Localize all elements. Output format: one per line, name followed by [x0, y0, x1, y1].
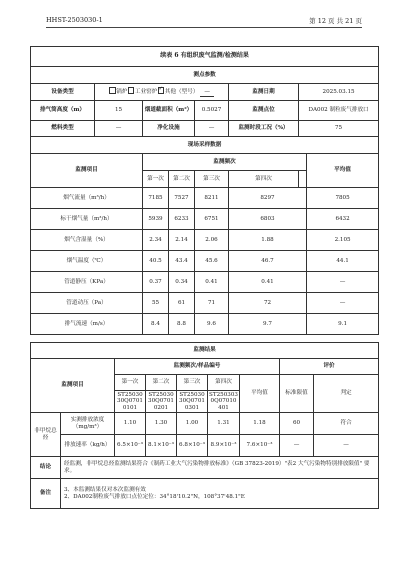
field-freq-header: 监测频次: [143, 154, 307, 171]
results-col-1: 第一次: [115, 375, 146, 391]
table-row: 管道静压（KPa） 0.37 0.34 0.41 0.41 —: [31, 272, 379, 293]
results-col-4: 第四次: [208, 375, 240, 391]
remark-line-1: 3、本监测结果仅对本次监测有效: [64, 487, 146, 494]
table-row: 烟气流量（m³/h） 7185 7527 8211 8297 7805: [31, 188, 379, 209]
results-col-2: 第二次: [146, 375, 177, 391]
remark-label: 备注: [31, 479, 61, 509]
results-limit-header: 标准限值: [280, 375, 314, 413]
checkbox-icon: [128, 87, 135, 94]
monitor-date: 2025.03.15: [299, 84, 379, 101]
sample-id-4: ST2503030Q07010401: [209, 391, 238, 411]
conclusion-label: 结论: [31, 457, 61, 479]
section-params: 测点参数: [31, 67, 379, 84]
section-results: 监测结果: [31, 343, 379, 359]
point-label: 监测点位: [229, 101, 299, 121]
pollutant-name: 非甲烷总烃: [31, 413, 61, 457]
results-eval-header: 评价: [280, 359, 379, 375]
field-col-3: 第三次: [195, 171, 229, 188]
purify-label: 净化设施: [143, 121, 195, 137]
remark-text: [61, 479, 379, 509]
table-row: 排气流速（m/s） 8.4 8.8 9.6 9.7 9.1: [31, 314, 379, 335]
flue-area: 0.5027: [195, 101, 229, 121]
table-row: 管道动压（Pa） 55 61 71 72 —: [31, 293, 379, 314]
table-row: 标干烟气量（m³/h） 5939 6233 6751 6803 6432: [31, 209, 379, 230]
field-item-header: 监测项目: [31, 154, 143, 188]
checked-checkbox-icon: [158, 87, 165, 94]
device-type-label: 设备类型: [31, 84, 95, 101]
results-col-3: 第三次: [177, 375, 208, 391]
table-title: 续表 6 有组织废气监测/检测结果: [31, 47, 379, 67]
sample-id-2: ST2503030Q07010201: [146, 391, 177, 413]
results-freq-header: 监测频次/样品编号: [115, 359, 280, 375]
flue-area-label: 烟道截面积（m²）: [143, 101, 195, 121]
device-type-options: 锅炉 工业窑炉✓ 其他（型号） —: [95, 84, 229, 101]
table-row: 烟气含湿量（%） 2.34 2.14 2.06 1.88 2.105: [31, 230, 379, 251]
results-judge-header: 判定: [314, 375, 379, 413]
page-header: [46, 16, 362, 28]
field-col-4: 第四次: [229, 171, 299, 188]
section-field: 现场采样数据: [31, 137, 379, 154]
sample-id-1: ST2503030Q07010101: [115, 391, 146, 413]
fuel: —: [95, 121, 143, 137]
purify: —: [195, 121, 229, 137]
table-row: 非甲烷总烃 实测排放浓度（mg/m³） 1.10 1.30 1.00 1.31 1.18 60 符合: [31, 413, 379, 435]
report-number: HHST-2503030-1: [46, 16, 103, 24]
load-label: 监测时段工况（%）: [229, 121, 299, 137]
header-rule: [46, 27, 362, 28]
field-avg-header: 平均值: [307, 154, 379, 188]
point: DA002 制粒废气排放口: [299, 101, 379, 121]
sample-id-3: ST2503030Q07010301: [177, 391, 208, 413]
table-row: 排放速率（kg/h） 6.5×10⁻³ 8.1×10⁻³ 6.8×10⁻³ 8.9×10⁻³ 7.6×10⁻³ — —: [31, 435, 379, 457]
field-col-2: 第二次: [169, 171, 195, 188]
field-col-1: 第一次: [143, 171, 169, 188]
device-other-value: —: [200, 89, 214, 96]
monitor-date-label: 监测日期: [229, 84, 299, 101]
field-data-table: [30, 46, 379, 335]
results-item-header: 监测项目: [31, 359, 115, 413]
page-number: 第 12 页 共 21 页: [309, 17, 362, 25]
conclusion-text: 经监测，非甲烷总烃监测结果符合《制药工业大气污染物排放标准》（GB 37823-2019）"表2 大气污染物特别排放限值" 要求。: [61, 457, 379, 479]
remark-line-2: 2、DA002制粒废气排放口点位定位：34°18'10.2"N，108°37'48.1"E: [64, 493, 245, 500]
fuel-label: 燃料类型: [31, 121, 95, 137]
results-table: [30, 342, 379, 509]
table-row: 烟气温度（℃） 40.5 43.4 45.6 46.7 44.1: [31, 251, 379, 272]
results-avg-header: 平均值: [240, 375, 280, 413]
checkbox-icon: [109, 87, 116, 94]
stack-height-label: 排气筒高度（m）: [31, 101, 95, 121]
stack-height: 15: [95, 101, 143, 121]
load: 75: [299, 121, 379, 137]
